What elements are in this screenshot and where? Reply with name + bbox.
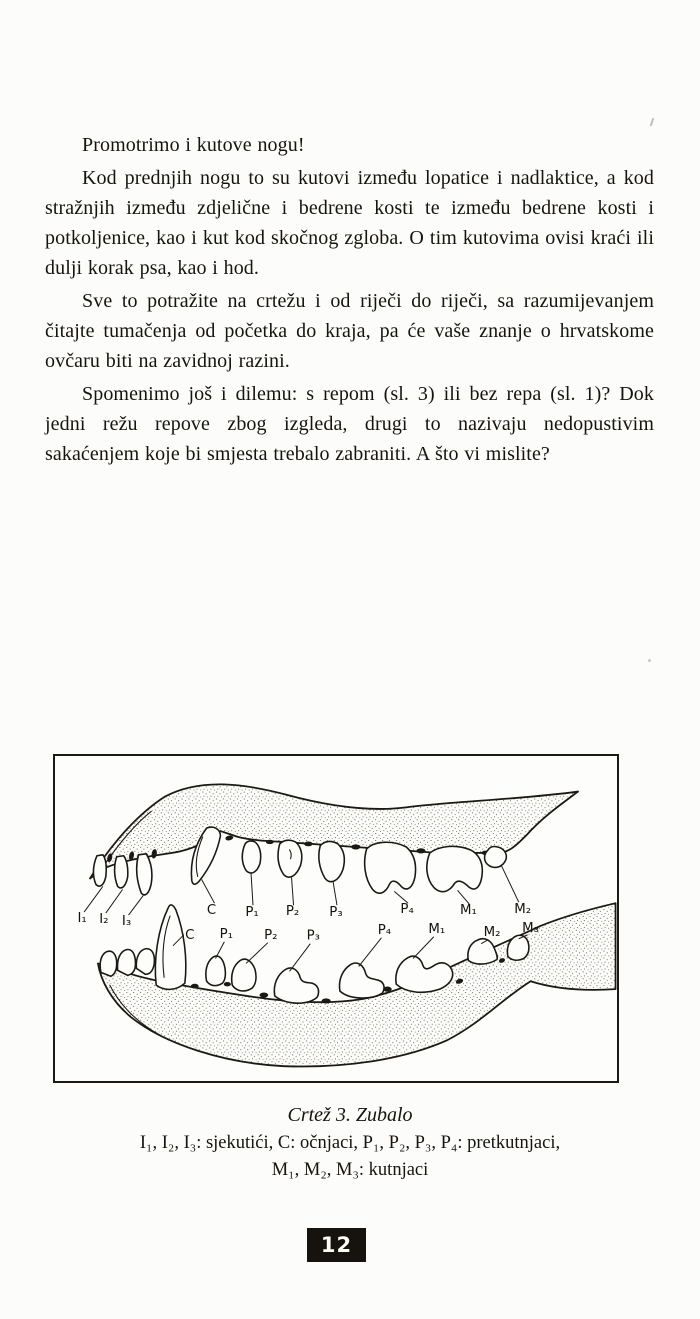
upper-incisor-2 (115, 856, 128, 888)
upper-premolar-2 (278, 840, 302, 877)
label-lower-c: C (185, 927, 195, 943)
paragraph-2: Kod prednjih nogu to su kutovi između lopatice i nadlaktice, a kod stražnjih između zdjelične i bedrene kosti te između bedrene kosti i potkoljenice, kao i kut kod skočnog zgloba. O tim kutovima ovisi kraći ili dulji korak psa, kao i hod. (45, 167, 654, 279)
dentition-drawing (55, 756, 617, 1081)
lower-canine (155, 905, 185, 989)
upper-incisor-1 (93, 855, 106, 886)
page-number: 12 (320, 1233, 353, 1257)
lower-incisor-3 (136, 949, 154, 975)
label-upper-p4: P₄ (400, 902, 414, 918)
scan-speck (650, 118, 654, 126)
lower-molar-1 (396, 956, 453, 992)
paragraph-4: Spomenimo još i dilemu: s repom (sl. 3) ili bez repa (sl. 1)? Dok jedni režu repove zbog izgleda, drugi to nazivaju nedopustivim sakaćenjem koje bi smjesta trebalo zabraniti. A što vi mislite? (45, 383, 654, 465)
label-upper-p3: P₃ (329, 905, 343, 921)
label-upper-p1: P₁ (245, 905, 259, 921)
upper-molar-1 (427, 846, 482, 891)
upper-premolar-3 (319, 841, 344, 881)
label-lower-m1: M₁ (428, 921, 446, 937)
figure-caption (36, 1101, 664, 1184)
label-lower-m3: M₃ (522, 920, 540, 936)
label-upper-i1: I₁ (77, 910, 87, 926)
tooth-labels (77, 902, 539, 944)
label-lower-p1: P₁ (219, 926, 234, 942)
paragraph-3: Sve to potražite na crtežu i od riječi do riječi, sa razumijevanjem čitajte tumačenja od početka do kraja, pa će vaše znanje o hrvatskome ovčaru biti na zavidnoj razini. (45, 290, 654, 372)
label-lower-m2: M₂ (483, 924, 501, 940)
label-upper-i2: I₂ (99, 911, 109, 927)
lower-premolar-4 (340, 963, 385, 998)
lower-premolar-2 (232, 959, 256, 991)
figure-caption-legend-1: I₁, I₂, I₃: sjekutići, C: očnjaci, P₁, P₂, P₃, P₄: pretkutnjaci, (139, 1133, 561, 1153)
label-upper-p2: P₂ (285, 904, 300, 920)
dentition-figure (53, 754, 619, 1083)
lower-incisor-2 (118, 950, 136, 976)
label-lower-p3: P₃ (306, 928, 320, 944)
label-lower-p2: P₂ (264, 927, 278, 943)
label-upper-c: C (206, 903, 217, 919)
upper-premolar-1 (242, 841, 260, 873)
label-lower-p4: P₄ (377, 922, 392, 938)
figure-caption-legend-2: M₁, M₂, M₃: kutnjaci (271, 1160, 429, 1180)
figure-caption-title: Crtež 3. Zubalo (287, 1104, 413, 1126)
scan-speck (648, 659, 651, 662)
label-upper-m1: M₁ (459, 903, 477, 919)
label-upper-i3: I₃ (121, 913, 132, 929)
upper-premolar-4 (365, 842, 416, 893)
page-number-badge (307, 1228, 366, 1262)
lower-incisor-1 (100, 951, 117, 976)
label-upper-m2: M₂ (514, 902, 532, 918)
lower-premolar-1 (206, 956, 226, 986)
upper-molar-2 (485, 847, 507, 868)
upper-incisor-3 (137, 854, 152, 895)
lower-premolar-3 (274, 968, 318, 1003)
body-text (45, 130, 654, 472)
paragraph-1: Promotrimo i kutove nogu! (82, 134, 305, 156)
